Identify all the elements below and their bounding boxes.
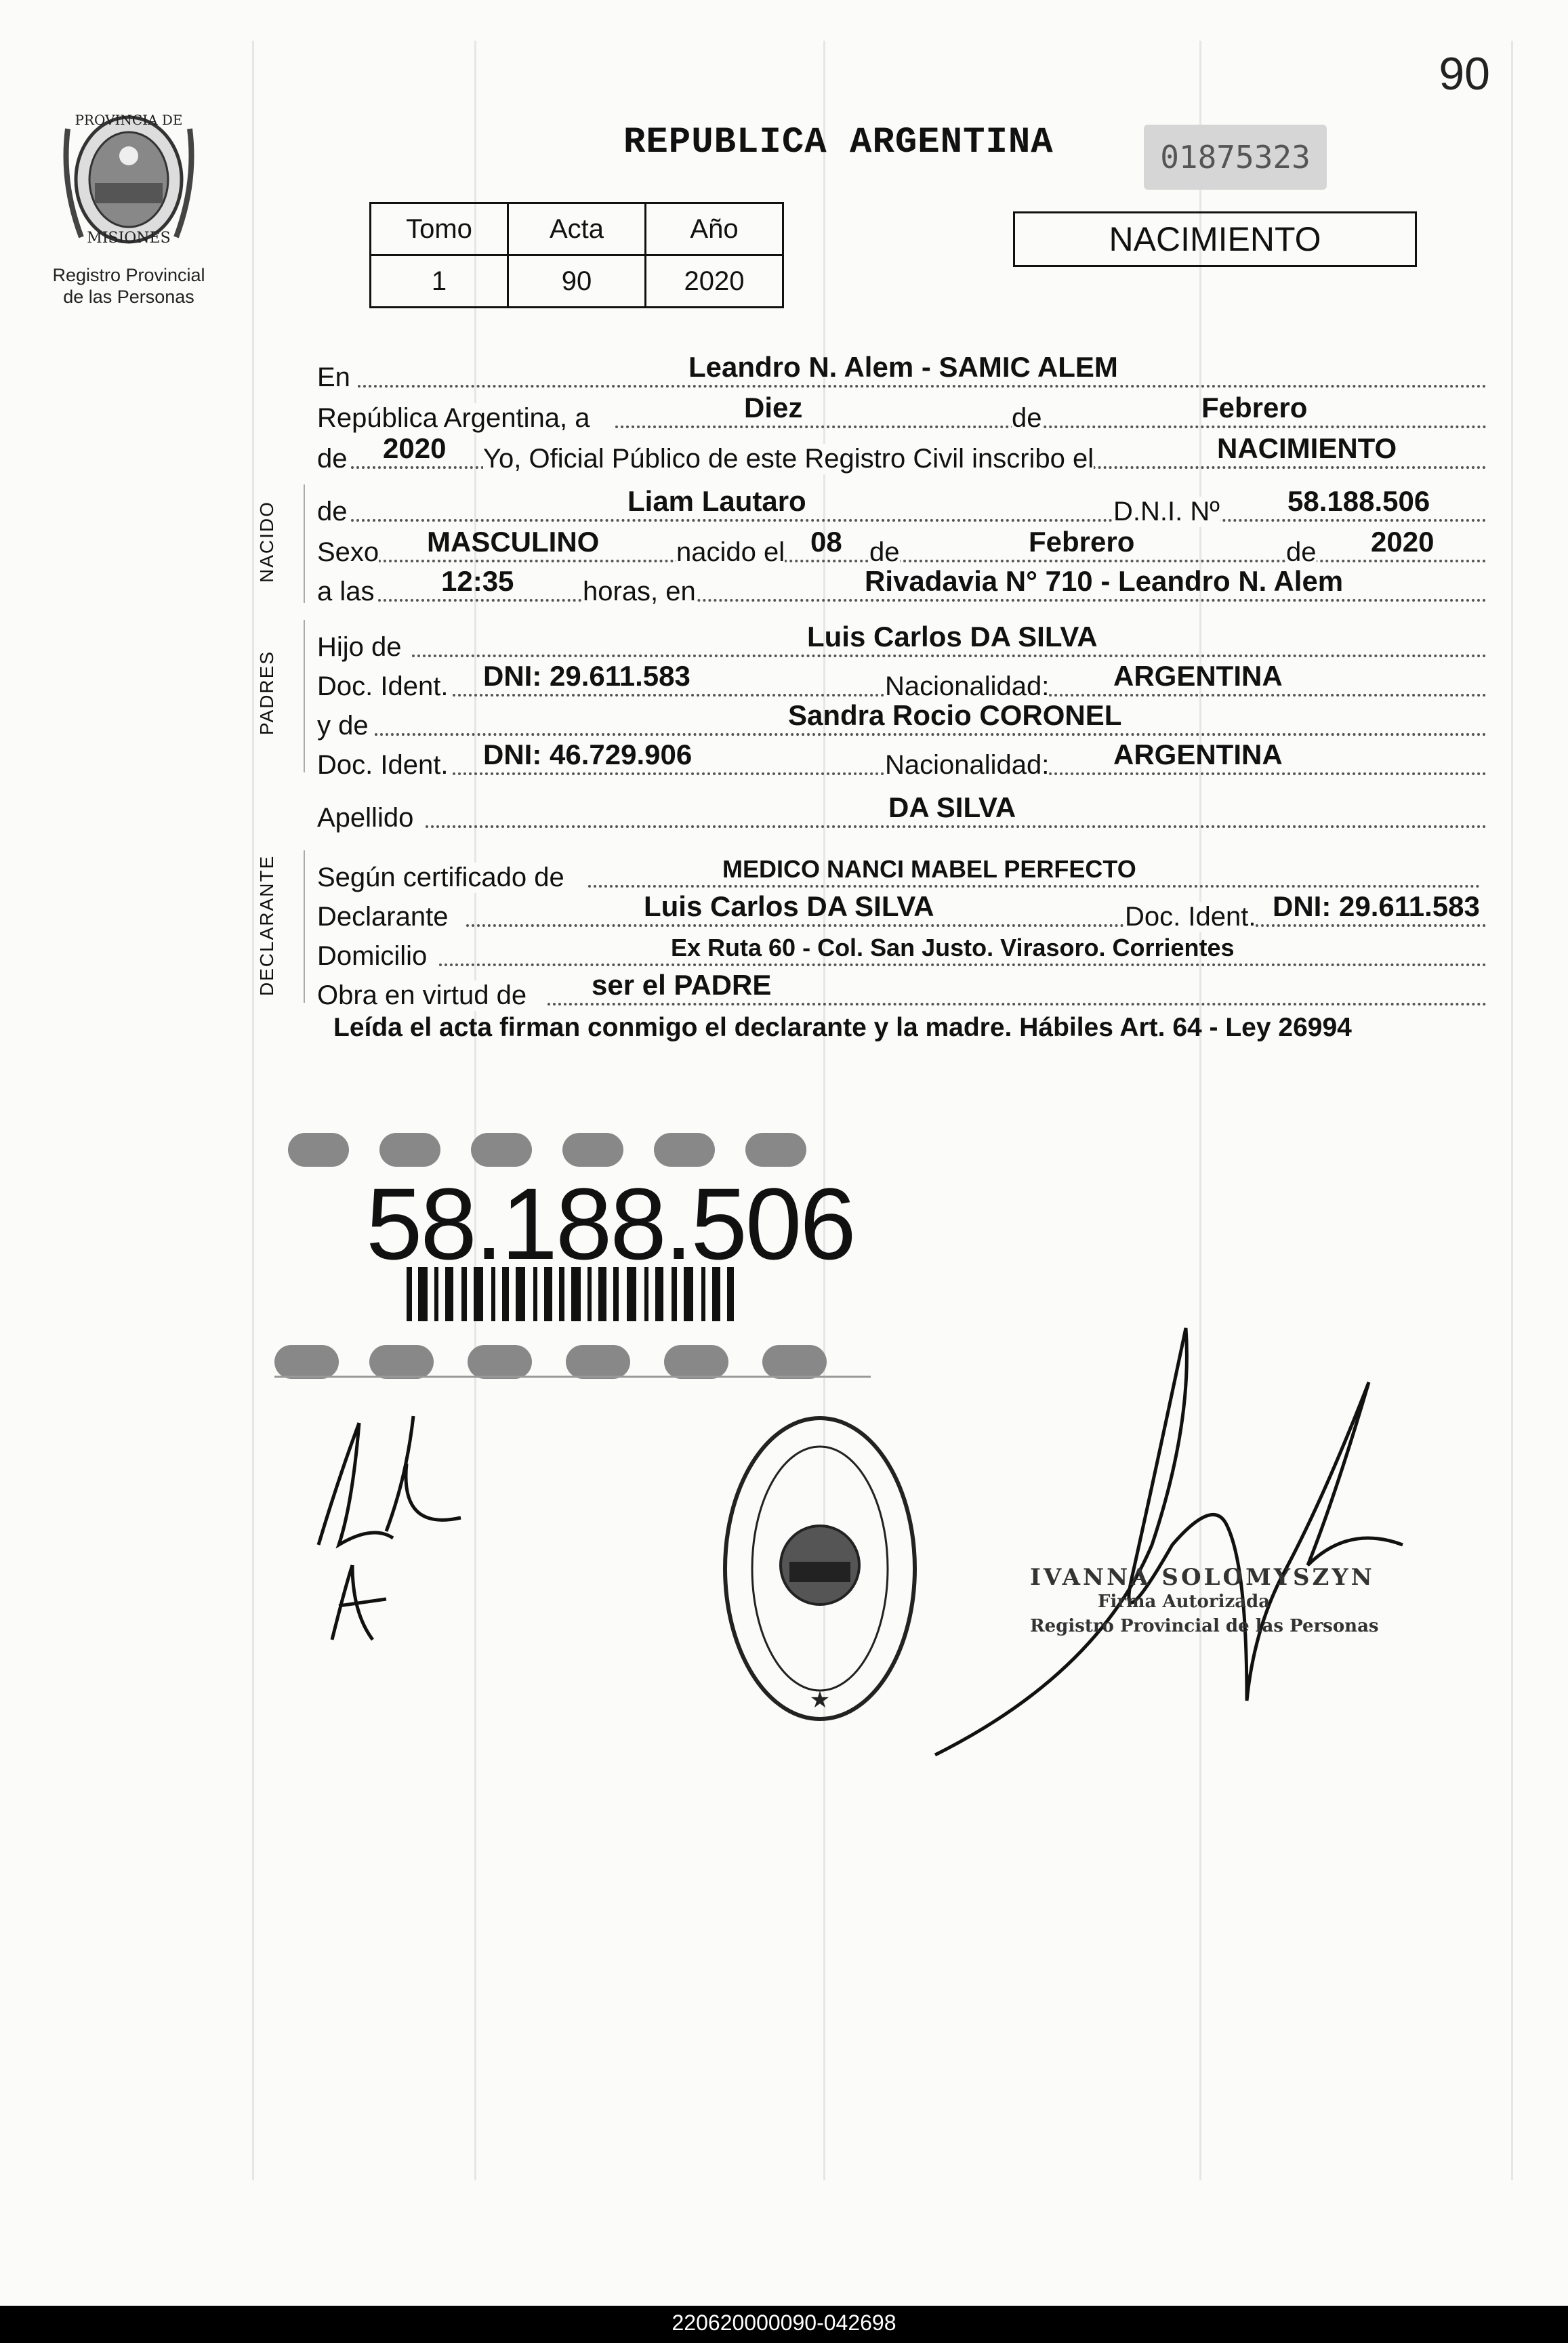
padres-line-4: Doc. Ident. DNI: 46.729.906 Nacionalidad: ARGENTINA [317,740,1487,781]
declarante-line-1: Según certificado de MEDICO NANCI MABEL PERFECTO [317,852,1487,893]
section-label-padres: PADRES [256,650,277,735]
footer-code: 220620000090-042698 [672,2310,896,2335]
child-dni: 58.188.506 [1287,485,1430,517]
declarante-line-2: Declarante Luis Carlos DA SILVA Doc. Ident. DNI: 29.611.583 [317,892,1487,932]
acta-header: Acta [508,203,646,255]
anio-value: 2020 [646,255,783,308]
serial-number: 01875323 [1144,125,1327,190]
birth-day: 08 [810,526,842,558]
address-value: Ex Ruta 60 - Col. San Justo. Virasoro. Corrientes [671,934,1235,961]
declarant-doc: DNI: 29.611.583 [1273,890,1480,922]
mother-name: Sandra Rocio CORONEL [788,699,1122,731]
record-type-box: NACIMIENTO [1013,211,1417,267]
official-role: Firma Autorizada [1098,1592,1271,1612]
province-seal-logo [54,102,203,257]
official-stamp [1030,1565,1379,1638]
scan-line [252,41,254,2180]
nacido-line-2: Sexo MASCULINO nacido el 08 de Febrero de 2020 [317,527,1487,568]
intro-line-2: República Argentina, a Diez de Febrero [317,393,1487,434]
intro-line-3: de 2020 Yo, Oficial Público de este Registro Civil inscribo el NACIMIENTO [317,434,1487,474]
registry-round-stamp [718,1409,922,1728]
birth-time: 12:35 [441,565,514,597]
surname-line: Apellido DA SILVA [317,793,1487,833]
intro-line-1: En Leandro N. Alem - SAMIC ALEM [317,352,1487,393]
padres-line-2: Doc. Ident. DNI: 29.611.583 Nacionalidad: ARGENTINA [317,661,1487,702]
padres-line-1: Hijo de Luis Carlos DA SILVA [317,622,1487,663]
official-signature [928,1321,1443,1768]
svg-text:★: ★ [809,1687,831,1713]
scan-line [1511,41,1513,2180]
official-name: IVANNA SOLOMYSZYN [1030,1564,1375,1591]
father-nationality: ARGENTINA [1113,660,1283,692]
declarant-signature [312,1396,488,1653]
declarante-line-3: Domicilio Ex Ruta 60 - Col. San Justo. Virasoro. Corrientes [317,931,1487,972]
nacido-line-1: de Liam Lautaro D.N.I. Nº 58.188.506 [317,486,1487,527]
sex-value: MASCULINO [427,526,600,558]
document-title: REPUBLICA ARGENTINA [623,122,1054,163]
father-doc: DNI: 29.611.583 [483,660,690,692]
section-label-declarante: DECLARANTE [256,854,277,996]
declarante-line-4: Obra en virtud de ser el PADRE [317,970,1487,1011]
seal-bottom-text: MISIONES [87,230,171,247]
anio-header: Año [646,203,783,255]
padres-line-3: y de Sandra Rocio CORONEL [317,701,1487,741]
tomo-header: Tomo [371,203,508,255]
father-name: Luis Carlos DA SILVA [807,621,1098,652]
birth-place: Rivadavia N° 710 - Leandro N. Alem [865,565,1344,597]
registry-caption: Registro Provincial de las Personas [52,265,205,307]
year-value: 2020 [383,432,447,464]
place-value: Leandro N. Alem - SAMIC ALEM [688,351,1118,383]
birth-year: 2020 [1371,526,1435,558]
barcode-number: 58.188.506 [366,1167,854,1281]
official-office: Registro Provincial de las Personas [1030,1616,1379,1636]
day-value: Diez [744,392,803,423]
page-number: 90 [1439,48,1490,100]
certificate-value: MEDICO NANCI MABEL PERFECTO [722,855,1136,883]
inscribe-value: NACIMIENTO [1217,432,1397,464]
register-table [369,202,784,308]
capacity-value: ser el PADRE [592,969,772,1001]
seal-top-text: PROVINCIA DE [75,112,183,128]
mother-doc: DNI: 46.729.906 [483,739,693,770]
month-value: Febrero [1201,392,1308,423]
surname-value: DA SILVA [888,791,1016,823]
closing-note: Leída el acta firman conmigo el declarante y la madre. Hábiles Art. 64 - Ley 26994 [333,1013,1352,1042]
nacido-line-3: a las 12:35 horas, en Rivadavia N° 710 - Leandro N. Alem [317,566,1487,607]
mother-nationality: ARGENTINA [1113,739,1283,770]
section-label-nacido: NACIDO [256,501,277,583]
tomo-value: 1 [371,255,508,308]
acta-value: 90 [508,255,646,308]
declarant-name: Luis Carlos DA SILVA [644,890,934,922]
child-name: Liam Lautaro [627,485,806,517]
birth-month: Febrero [1029,526,1135,558]
